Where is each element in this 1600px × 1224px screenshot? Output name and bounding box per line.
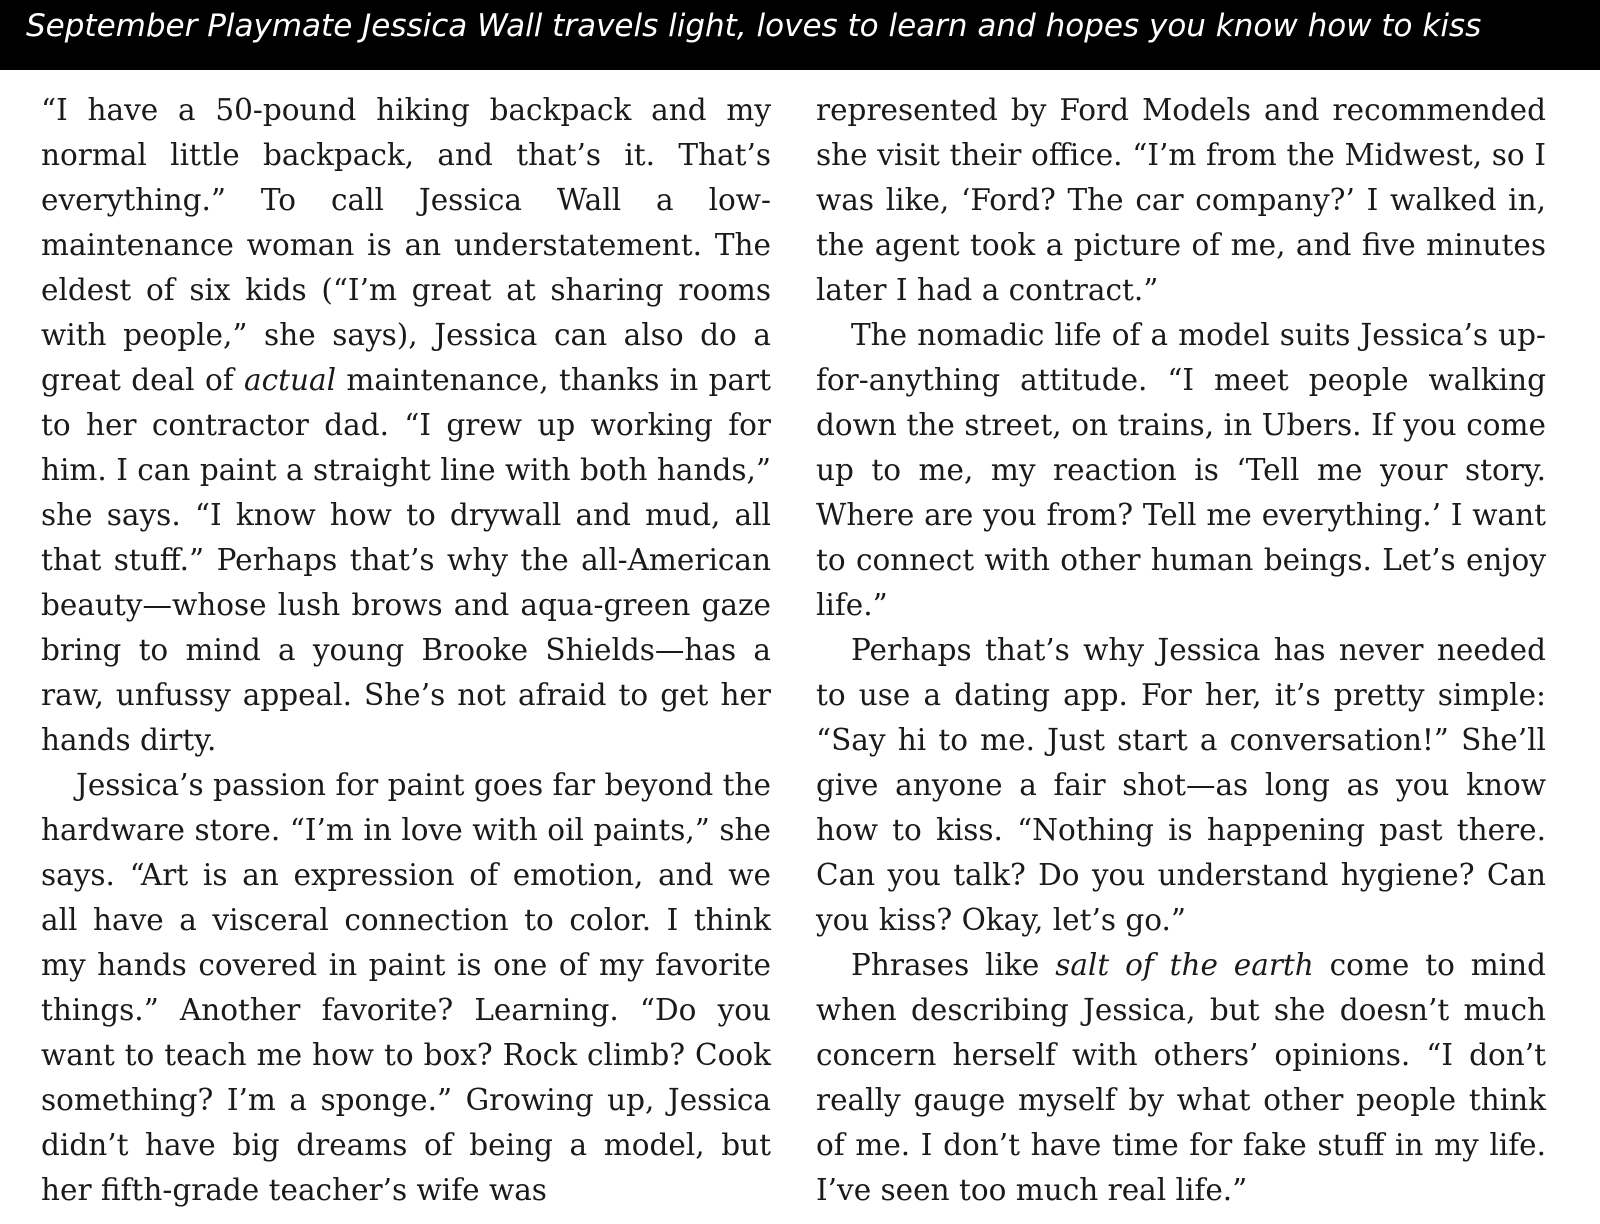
article-column-left: [41, 88, 771, 1213]
header-bar: [0, 0, 1600, 70]
header-title: September Playmate Jessica Wall travels light, loves to learn and hopes you know how to kiss: [26, 8, 1482, 44]
article-column-right: [816, 88, 1546, 1213]
paragraph: The nomadic life of a model suits Jessica’s up-for-anything attitude. “I meet people walking down the street, on trains, in Ubers. If you come up to me, my reaction is ‘Tell me your story. Where are you from? Tell me everything.’ I want to connect with other human beings. Let’s enjoy life.”: [816, 318, 1546, 622]
paragraph: [816, 943, 1546, 1213]
emphasis-text: salt of the earth: [1055, 948, 1314, 982]
paragraph-text: maintenance, thanks in part to her contractor dad. “I grew up working for him. I can paint a straight line with both hands,” she says. “I know how to drywall and mud, all that stuff.” Perhaps that’s why the all-American beauty—whose lush brows and aqua-green gaze bring to mind a young Brooke Shields—has a raw, unfussy appeal. She’s not afraid to get her hands dirty.: [41, 363, 772, 757]
paragraph-text: Phrases like: [851, 948, 1056, 982]
paragraph-text: “I have a 50-pound hiking backpack and my normal little backpack, and that’s it. That’s everything.” To call Jessica Wall a low-maintenance woman is an understatement. The eldest of six kids (“I’m great at sharing rooms with people,” she says), Jessica can also do a great deal of: [41, 93, 771, 397]
paragraph: represented by Ford Models and recommended she visit their office. “I’m from the Midwest, so I was like, ‘Ford? The car company?’ I walked in, the agent took a picture of me, and five minutes later I had a contract.”: [816, 93, 1546, 307]
paragraph: Perhaps that’s why Jessica has never needed to use a dating app. For her, it’s pretty simple: “Say hi to me. Just start a conversation!” She’ll give anyone a fair shot—as long as you know how to kiss. “Nothing is happening past there. Can you talk? Do you understand hygiene? Can you kiss? Okay, let’s go.”: [816, 633, 1546, 937]
paragraph-text: come to mind when describing Jessica, but she doesn’t much concern herself with others’ opinions. “I don’t really gauge myself by what other people think of me. I don’t have time for fake stuff in my life. I’ve seen too much real life.”: [816, 948, 1546, 1207]
paragraph: [41, 88, 771, 763]
paragraph: Jessica’s passion for paint goes far beyond the hardware store. “I’m in love with oil paints,” she says. “Art is an expression of emotion, and we all have a visceral connection to color. I think my hands covered in paint is one of my favorite things.” Another favorite? Learning. “Do you want to teach me how to box? Rock climb? Cook something? I’m a sponge.” Growing up, Jessica didn’t have big dreams of being a model, but her fifth-grade teacher’s wife was: [41, 768, 771, 1207]
emphasis-text: actual: [244, 363, 337, 397]
